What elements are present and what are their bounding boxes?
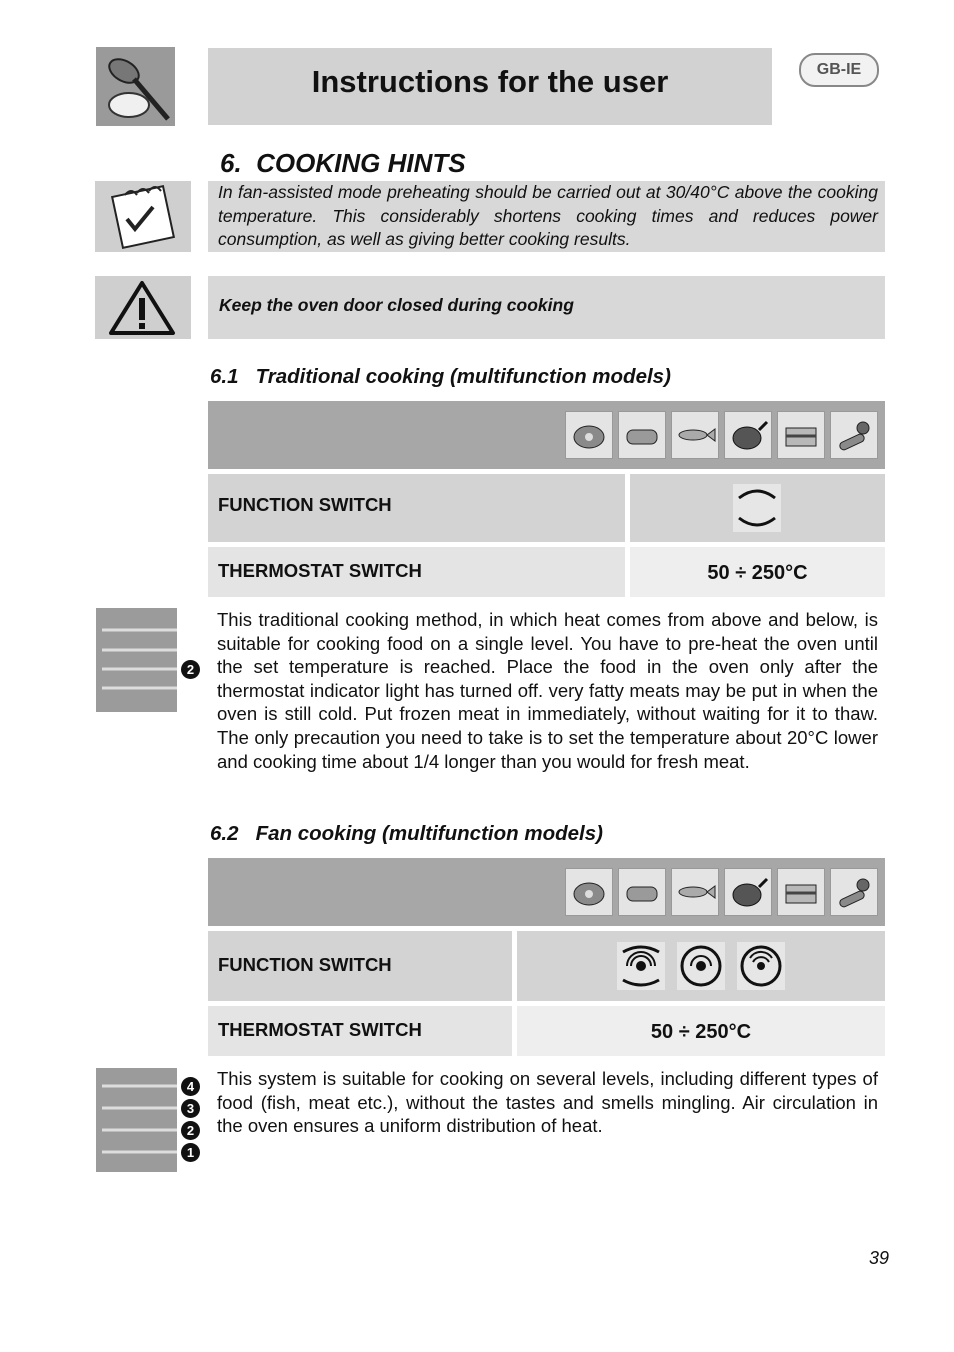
page-number: 39 — [869, 1248, 890, 1268]
hint-text: In fan-assisted mode preheating should be carried out at 30/40°C above the cooking temperature. This considerably shortens cooking times and reduces power consumption, as well as giving better cooking results. — [218, 182, 878, 250]
thermostat-range: 50 ÷ 250°C — [707, 562, 808, 584]
thermostat-range: 50 ÷ 250°C — [650, 1021, 752, 1043]
rack-level-marker: 4 — [181, 1077, 200, 1096]
subsection-number: 6.1 — [210, 365, 239, 388]
section-title-text: COOKING HINTS — [256, 148, 466, 178]
rack-level-marker: 3 — [181, 1099, 200, 1118]
subsection-title-text: Fan cooking (multifunction models) — [255, 822, 603, 845]
section-number: 6. — [220, 148, 242, 178]
function-switch-label: FUNCTION SWITCH — [218, 494, 392, 515]
page-header-title: Instructions for the user — [311, 64, 669, 99]
top-bottom-heat-icon — [733, 484, 781, 532]
subsection-title-fan — [210, 822, 603, 846]
warning-text: Keep the oven door closed during cooking — [219, 295, 574, 315]
poultry-icon — [724, 868, 772, 916]
cake-icon — [777, 411, 825, 459]
notebook-icon — [95, 181, 191, 252]
rack-level-marker: 1 — [181, 1143, 200, 1162]
poultry-icon — [724, 411, 772, 459]
bread-icon — [618, 411, 666, 459]
food-icon-band — [208, 858, 885, 926]
fan-ring-heat-icon — [677, 942, 725, 990]
subsection-title-traditional — [210, 365, 671, 389]
section-title — [220, 148, 466, 179]
oven-rack-illustration — [96, 608, 177, 712]
fan-heat-icon — [617, 942, 665, 990]
rack-level-marker: 2 — [181, 660, 200, 679]
warning-triangle-icon — [95, 276, 191, 339]
fan-icon — [737, 942, 785, 990]
language-badge: GB-IE — [799, 53, 879, 87]
rack-level-marker: 2 — [181, 1121, 200, 1140]
roast-meat-icon — [565, 868, 613, 916]
fish-icon — [671, 411, 719, 459]
thermostat-switch-label: THERMOSTAT SWITCH — [218, 560, 422, 581]
subsection-number: 6.2 — [210, 822, 239, 845]
function-switch-label: FUNCTION SWITCH — [218, 954, 392, 975]
oven-rack-illustration — [96, 1068, 177, 1172]
vegetables-icon — [830, 411, 878, 459]
roast-meat-icon — [565, 411, 613, 459]
vegetables-icon — [830, 868, 878, 916]
cake-icon — [777, 868, 825, 916]
traditional-description: This traditional cooking method, in which heat comes from above and below, is suitable for cooking food on a single level. You have to pre-heat the oven until the set temperature is reached. Place the food in the oven only after the thermostat indicator light has turned off. very fatty meats may be put in when the oven is still cold. Put frozen meat in immediately, without waiting for it to thaw. The only precaution you need to take is to set the temperature about 20°C lower and cooking time about 1/4 longer than you would for fresh meat. — [217, 609, 878, 772]
fan-description: This system is suitable for cooking on several levels, including different types of food (fish, meat etc.), without the tastes and smells mingling. Air circulation in the oven ensures a uniform distribution of heat. — [217, 1068, 878, 1137]
spoon-chef-hat-icon — [96, 47, 175, 126]
thermostat-switch-label: THERMOSTAT SWITCH — [218, 1019, 422, 1040]
food-icon-band — [208, 401, 885, 469]
fish-icon — [671, 868, 719, 916]
subsection-title-text: Traditional cooking (multifunction models) — [255, 365, 671, 388]
bread-icon — [618, 868, 666, 916]
